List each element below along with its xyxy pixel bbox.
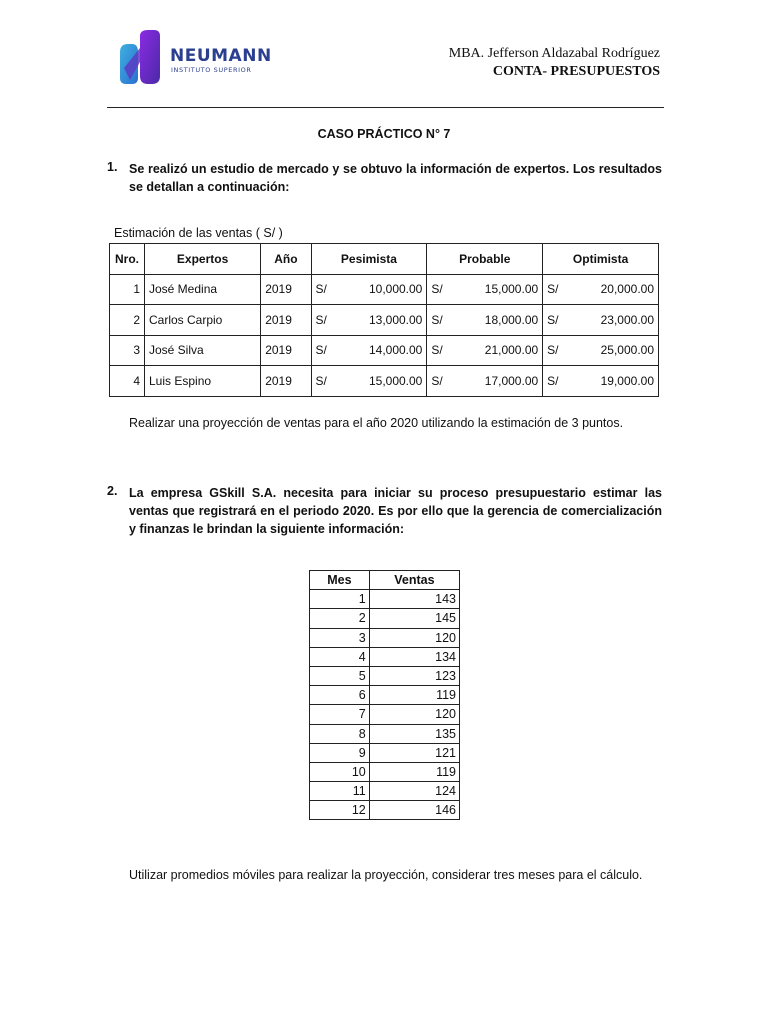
cell-currency: S/ xyxy=(311,274,340,305)
cell-probable: 15,000.00 xyxy=(455,274,542,305)
cell-pesimista: 13,000.00 xyxy=(340,305,427,336)
question-1-number: 1. xyxy=(107,160,118,174)
col-header-optimista: Optimista xyxy=(543,244,659,275)
document-header xyxy=(449,46,660,80)
cell-expert: Carlos Carpio xyxy=(145,305,261,336)
cell-mes: 5 xyxy=(310,666,370,685)
cell-expert: Luis Espino xyxy=(145,366,261,397)
cell-optimista: 23,000.00 xyxy=(571,305,658,336)
table-header-row xyxy=(110,244,659,275)
table-1-caption: Estimación de las ventas ( S/ ) xyxy=(114,226,283,240)
header-divider xyxy=(107,107,664,108)
table-row xyxy=(310,628,460,647)
cell-ventas: 145 xyxy=(369,609,459,628)
cell-mes: 10 xyxy=(310,762,370,781)
table-row xyxy=(310,686,460,705)
cell-optimista: 20,000.00 xyxy=(571,274,658,305)
cell-nro: 3 xyxy=(110,335,145,366)
table-row xyxy=(110,366,659,397)
cell-mes: 9 xyxy=(310,743,370,762)
cell-currency: S/ xyxy=(311,366,340,397)
cell-pesimista: 14,000.00 xyxy=(340,335,427,366)
cell-currency: S/ xyxy=(427,366,456,397)
cell-mes: 1 xyxy=(310,590,370,609)
cell-expert: José Medina xyxy=(145,274,261,305)
col-header-ventas: Ventas xyxy=(369,571,459,590)
table-row xyxy=(310,609,460,628)
col-header-ano: Año xyxy=(261,244,311,275)
cell-currency: S/ xyxy=(311,305,340,336)
cell-nro: 1 xyxy=(110,274,145,305)
cell-mes: 6 xyxy=(310,686,370,705)
cell-mes: 4 xyxy=(310,647,370,666)
cell-mes: 11 xyxy=(310,782,370,801)
table-row xyxy=(110,274,659,305)
table-row xyxy=(310,762,460,781)
cell-currency: S/ xyxy=(311,335,340,366)
cell-ventas: 124 xyxy=(369,782,459,801)
page-title: CASO PRÁCTICO N° 7 xyxy=(317,127,451,141)
table-row xyxy=(310,590,460,609)
table-row xyxy=(310,647,460,666)
cell-year: 2019 xyxy=(261,335,311,366)
cell-ventas: 123 xyxy=(369,666,459,685)
cell-mes: 7 xyxy=(310,705,370,724)
table-header-row xyxy=(310,571,460,590)
question-1-text: Se realizó un estudio de mercado y se obtuvo la información de expertos. Los resultados se detallan a continuación: xyxy=(129,162,662,194)
cell-currency: S/ xyxy=(543,305,572,336)
question-1-instruction: Realizar una proyección de ventas para el año 2020 utilizando la estimación de 3 puntos. xyxy=(129,416,624,430)
question-2-number: 2. xyxy=(107,484,118,498)
cell-nro: 2 xyxy=(110,305,145,336)
cell-currency: S/ xyxy=(543,274,572,305)
cell-currency: S/ xyxy=(427,335,456,366)
cell-optimista: 25,000.00 xyxy=(571,335,658,366)
cell-year: 2019 xyxy=(261,305,311,336)
table-row xyxy=(310,705,460,724)
cell-pesimista: 15,000.00 xyxy=(340,366,427,397)
cell-ventas: 146 xyxy=(369,801,459,820)
table-row xyxy=(310,801,460,820)
col-header-nro: Nro. xyxy=(110,244,145,275)
cell-ventas: 119 xyxy=(369,762,459,781)
cell-ventas: 120 xyxy=(369,628,459,647)
brand-name: NEUMANN xyxy=(170,46,272,66)
neumann-logo xyxy=(118,28,288,86)
cell-ventas: 120 xyxy=(369,705,459,724)
col-header-mes: Mes xyxy=(310,571,370,590)
author-name: MBA. Jefferson Aldazabal Rodríguez xyxy=(448,46,660,61)
cell-currency: S/ xyxy=(543,366,572,397)
table-row xyxy=(110,305,659,336)
cell-ventas: 134 xyxy=(369,647,459,666)
cell-expert: José Silva xyxy=(145,335,261,366)
cell-optimista: 19,000.00 xyxy=(571,366,658,397)
cell-mes: 2 xyxy=(310,609,370,628)
cell-mes: 3 xyxy=(310,628,370,647)
cell-mes: 8 xyxy=(310,724,370,743)
col-header-expertos: Expertos xyxy=(145,244,261,275)
cell-probable: 18,000.00 xyxy=(455,305,542,336)
cell-ventas: 135 xyxy=(369,724,459,743)
question-2 xyxy=(107,484,662,538)
table-row xyxy=(310,724,460,743)
cell-ventas: 119 xyxy=(369,686,459,705)
table-row xyxy=(110,335,659,366)
cell-currency: S/ xyxy=(427,274,456,305)
cell-ventas: 143 xyxy=(369,590,459,609)
cell-currency: S/ xyxy=(543,335,572,366)
course-name: CONTA- PRESUPUESTOS xyxy=(492,64,660,79)
question-2-instruction: Utilizar promedios móviles para realizar la proyección, considerar tres meses para el cálculo. xyxy=(129,868,643,882)
cell-probable: 17,000.00 xyxy=(455,366,542,397)
question-1 xyxy=(107,160,662,196)
cell-pesimista: 10,000.00 xyxy=(340,274,427,305)
cell-year: 2019 xyxy=(261,366,311,397)
logo-mark-icon xyxy=(118,28,164,86)
cell-ventas: 121 xyxy=(369,743,459,762)
table-row xyxy=(310,782,460,801)
cell-nro: 4 xyxy=(110,366,145,397)
table-row xyxy=(310,666,460,685)
brand-subtitle: INSTITUTO SUPERIOR xyxy=(171,66,252,74)
monthly-sales-table xyxy=(309,570,460,820)
col-header-pesimista: Pesimista xyxy=(311,244,427,275)
sales-estimate-table xyxy=(109,243,659,397)
table-row xyxy=(310,743,460,762)
question-2-text: La empresa GSkill S.A. necesita para iniciar su proceso presupuestario estimar las ventas que registrará en el periodo 2020. Es por ello que la gerencia de comercialización y finanzas le brindan la siguiente información: xyxy=(129,486,662,536)
cell-currency: S/ xyxy=(427,305,456,336)
col-header-probable: Probable xyxy=(427,244,543,275)
cell-year: 2019 xyxy=(261,274,311,305)
cell-mes: 12 xyxy=(310,801,370,820)
cell-probable: 21,000.00 xyxy=(455,335,542,366)
